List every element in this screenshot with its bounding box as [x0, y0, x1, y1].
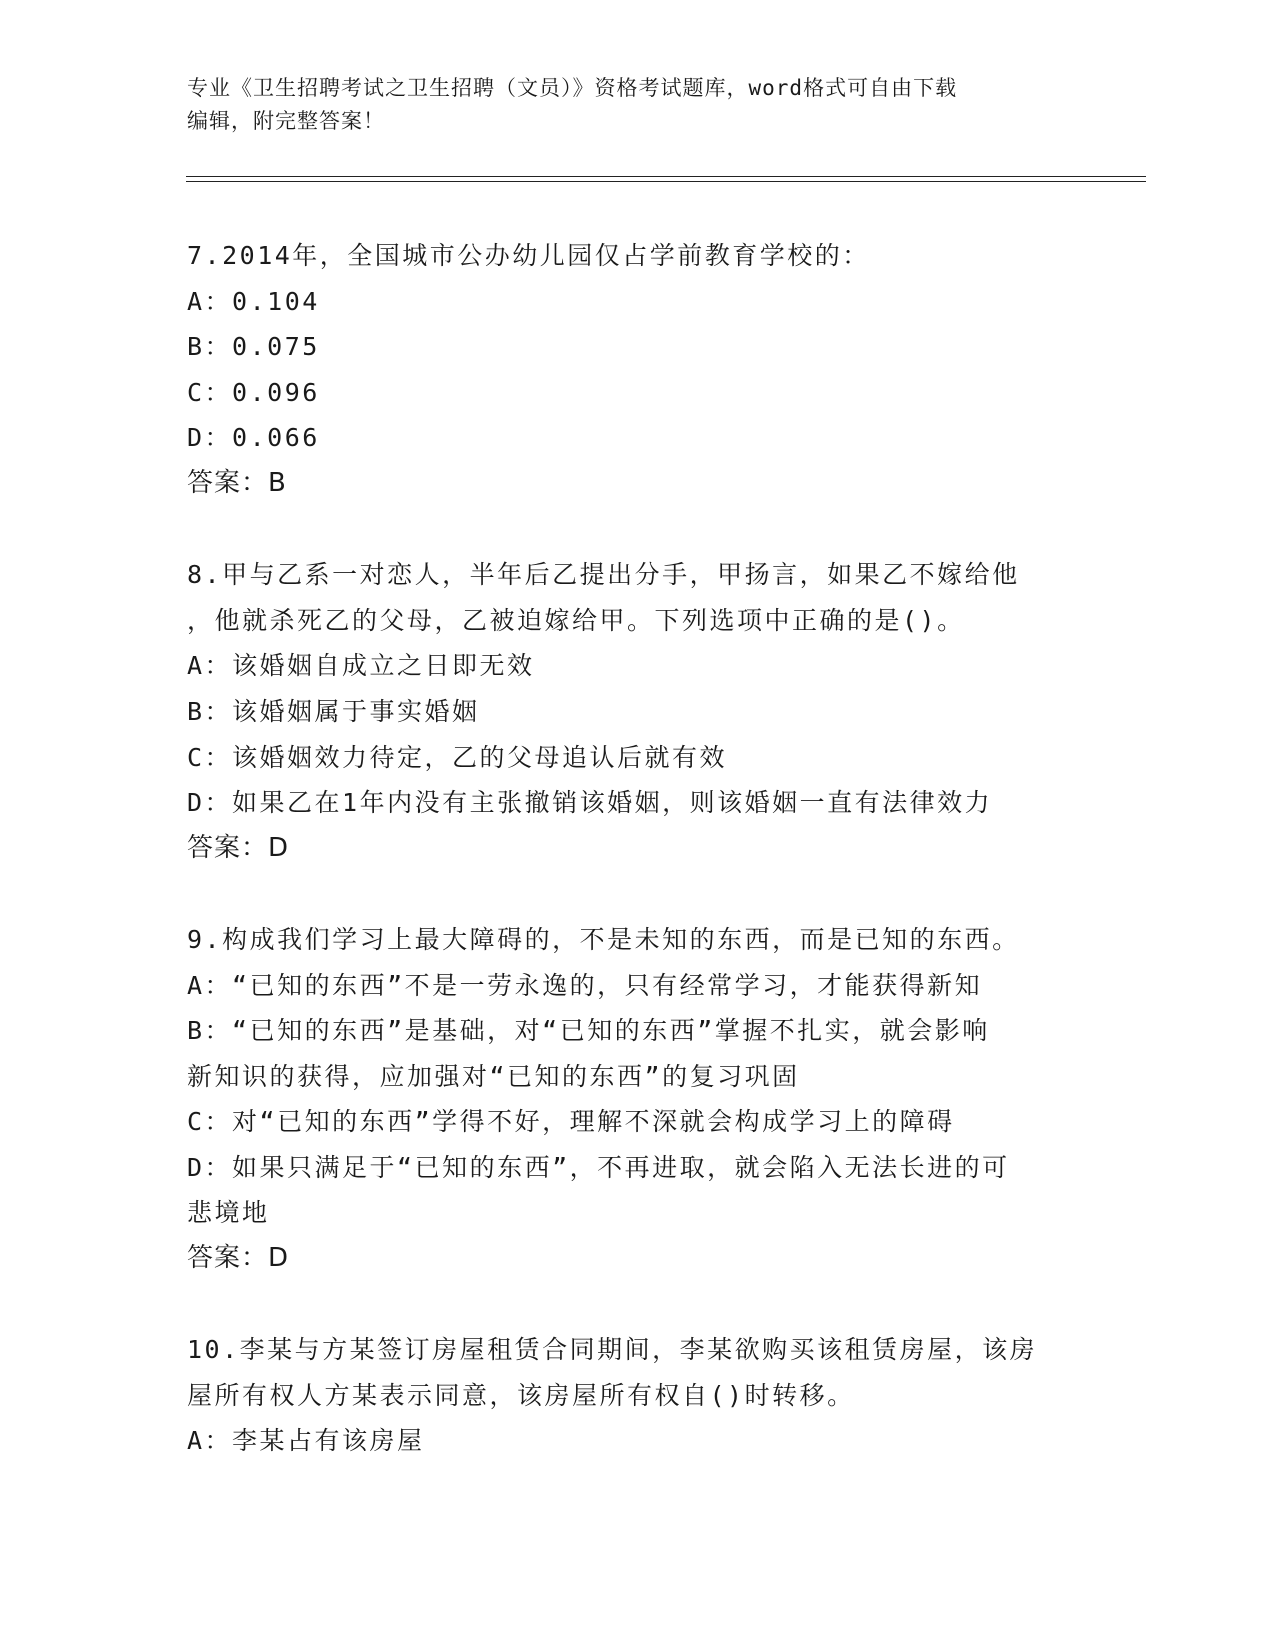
option-b: B：该婚姻属于事实婚姻: [187, 696, 480, 726]
answer: 答案：B: [187, 467, 287, 498]
question-9: [187, 917, 1087, 1282]
option-d: D：如果只满足于“已知的东西”，不再进取，就会陷入无法长进的可: [187, 1152, 1010, 1182]
question-8: [187, 552, 1087, 871]
header-line-2: 编辑，附完整答案！: [187, 109, 385, 133]
answer: 答案：D: [187, 832, 290, 863]
option-b-continued: 新知识的获得，应加强对“已知的东西”的复习巩固: [187, 1061, 800, 1091]
option-c: C：0.096: [187, 377, 320, 407]
question-list: [187, 233, 1087, 1464]
header-line-1: 专业《卫生招聘考试之卫生招聘（文员）》资格考试题库，word格式可自由下载: [187, 76, 958, 100]
option-a: A：0.104: [187, 286, 320, 316]
option-a: A：该婚姻自成立之日即无效: [187, 651, 535, 681]
option-d-continued: 悲境地: [187, 1198, 270, 1228]
question-text: 9.构成我们学习上最大障碍的，不是未知的东西，而是已知的东西。: [187, 924, 1020, 954]
header-divider-top: [186, 176, 1146, 177]
question-10: [187, 1327, 1087, 1464]
option-c: C：该婚姻效力待定，乙的父母追认后就有效: [187, 742, 728, 772]
question-7: [187, 233, 1087, 507]
document-header: [187, 72, 1087, 138]
question-text-continued: ，他就杀死乙的父母，乙被迫嫁给甲。下列选项中正确的是()。: [187, 605, 965, 635]
answer: 答案：D: [187, 1243, 290, 1274]
option-b: B：0.075: [187, 332, 320, 362]
option-c: C：对“已知的东西”学得不好，理解不深就会构成学习上的障碍: [187, 1107, 955, 1137]
option-a: A：“已知的东西”不是一劳永逸的，只有经常学习，才能获得新知: [187, 970, 983, 1000]
option-a: A：李某占有该房屋: [187, 1426, 425, 1456]
question-text: 7.2014年，全国城市公办幼儿园仅占学前教育学校的：: [187, 241, 870, 270]
question-text-continued: 屋所有权人方某表示同意，该房屋所有权自()时转移。: [187, 1380, 855, 1410]
question-text: 10.李某与方某签订房屋租赁合同期间，李某欲购买该租赁房屋，该房: [187, 1335, 1038, 1365]
option-d: D：如果乙在1年内没有主张撤销该婚姻，则该婚姻一直有法律效力: [187, 788, 993, 818]
option-d: D：0.066: [187, 423, 320, 453]
question-text: 8.甲与乙系一对恋人，半年后乙提出分手，甲扬言，如果乙不嫁给他: [187, 560, 1020, 590]
option-b: B：“已知的东西”是基础，对“已知的东西”掌握不扎实，就会影响: [187, 1016, 990, 1046]
header-divider-bottom: [186, 181, 1146, 182]
